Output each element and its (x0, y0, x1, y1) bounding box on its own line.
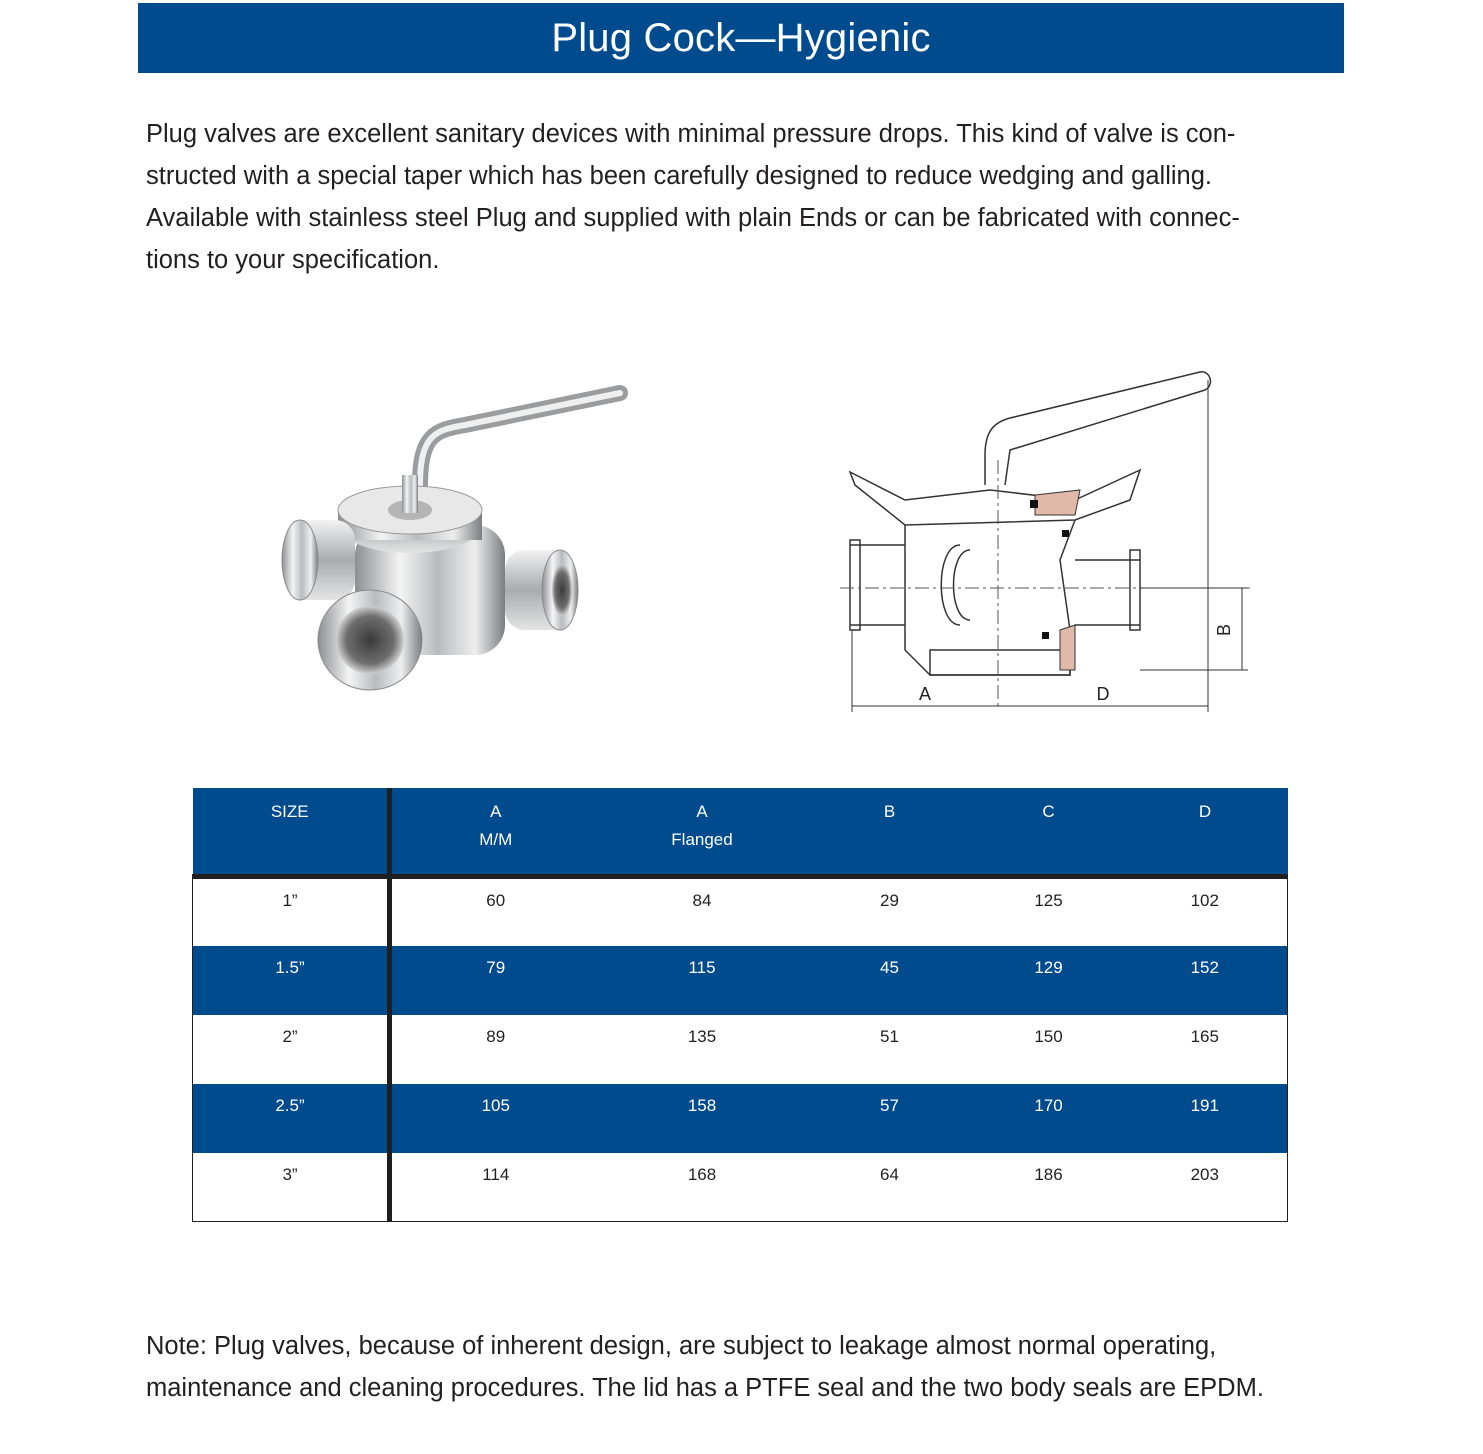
column-header: A Flanged (600, 788, 805, 877)
dimension-label-d: D (1096, 684, 1110, 704)
table-cell: 203 (1123, 1153, 1288, 1222)
dimension-label-a: A (918, 684, 932, 704)
intro-line: Plug valves are excellent sanitary devices with minimal pressure drops. This kind of valve is con- (146, 120, 1236, 148)
table-cell: 105 (390, 1084, 600, 1153)
intro-paragraph (146, 113, 1341, 281)
table-header-row (193, 788, 1288, 877)
table-cell: 84 (600, 877, 805, 946)
table-cell: 114 (390, 1153, 600, 1222)
column-header: C (975, 788, 1123, 877)
table-cell: 2.5” (193, 1084, 390, 1153)
table-cell: 152 (1123, 946, 1288, 1015)
table-cell: 158 (600, 1084, 805, 1153)
column-header: SIZE (193, 788, 390, 877)
column-header: B (805, 788, 975, 877)
table-cell: 165 (1123, 1015, 1288, 1084)
dimensions-table (192, 788, 1288, 1222)
table-cell: 60 (390, 877, 600, 946)
table-cell: 51 (805, 1015, 975, 1084)
intro-line: tions to your specification. (146, 246, 440, 274)
table-cell: 186 (975, 1153, 1123, 1222)
table-cell: 168 (600, 1153, 805, 1222)
intro-line: Available with stainless steel Plug and supplied with plain Ends or can be fabricated with connec- (146, 204, 1240, 232)
table-cell: 2” (193, 1015, 390, 1084)
valve-photo (270, 375, 645, 695)
table-cell: 1.5” (193, 946, 390, 1015)
column-header: A M/M (390, 788, 600, 877)
table-row (193, 1084, 1288, 1153)
intro-line: structed with a special taper which has been carefully designed to reduce wedging and galling. (146, 162, 1212, 190)
column-header: D (1123, 788, 1288, 877)
valve-dimension-drawing (830, 360, 1260, 720)
dimension-label-b: B (1214, 623, 1234, 637)
table-cell: 170 (975, 1084, 1123, 1153)
table-cell: 64 (805, 1153, 975, 1222)
page-title: Plug Cock—Hygienic (551, 15, 931, 60)
note-line: Note: Plug valves, because of inherent design, are subject to leakage almost normal operating, (146, 1332, 1217, 1360)
table-cell: 150 (975, 1015, 1123, 1084)
table-cell: 45 (805, 946, 975, 1015)
table-row (193, 1015, 1288, 1084)
table-cell: 129 (975, 946, 1123, 1015)
title-banner (138, 3, 1344, 73)
table-cell: 29 (805, 877, 975, 946)
table-row (193, 1153, 1288, 1222)
table-cell: 3” (193, 1153, 390, 1222)
table-cell: 1” (193, 877, 390, 946)
table-cell: 135 (600, 1015, 805, 1084)
table-row (193, 946, 1288, 1015)
table-cell: 57 (805, 1084, 975, 1153)
table-cell: 115 (600, 946, 805, 1015)
table-cell: 191 (1123, 1084, 1288, 1153)
table-cell: 89 (390, 1015, 600, 1084)
table-cell: 125 (975, 877, 1123, 946)
table-cell: 79 (390, 946, 600, 1015)
table-cell: 102 (1123, 877, 1288, 946)
note-paragraph (146, 1325, 1346, 1409)
table-row (193, 877, 1288, 946)
note-line: maintenance and cleaning procedures. The lid has a PTFE seal and the two body seals are EPDM. (146, 1374, 1264, 1402)
